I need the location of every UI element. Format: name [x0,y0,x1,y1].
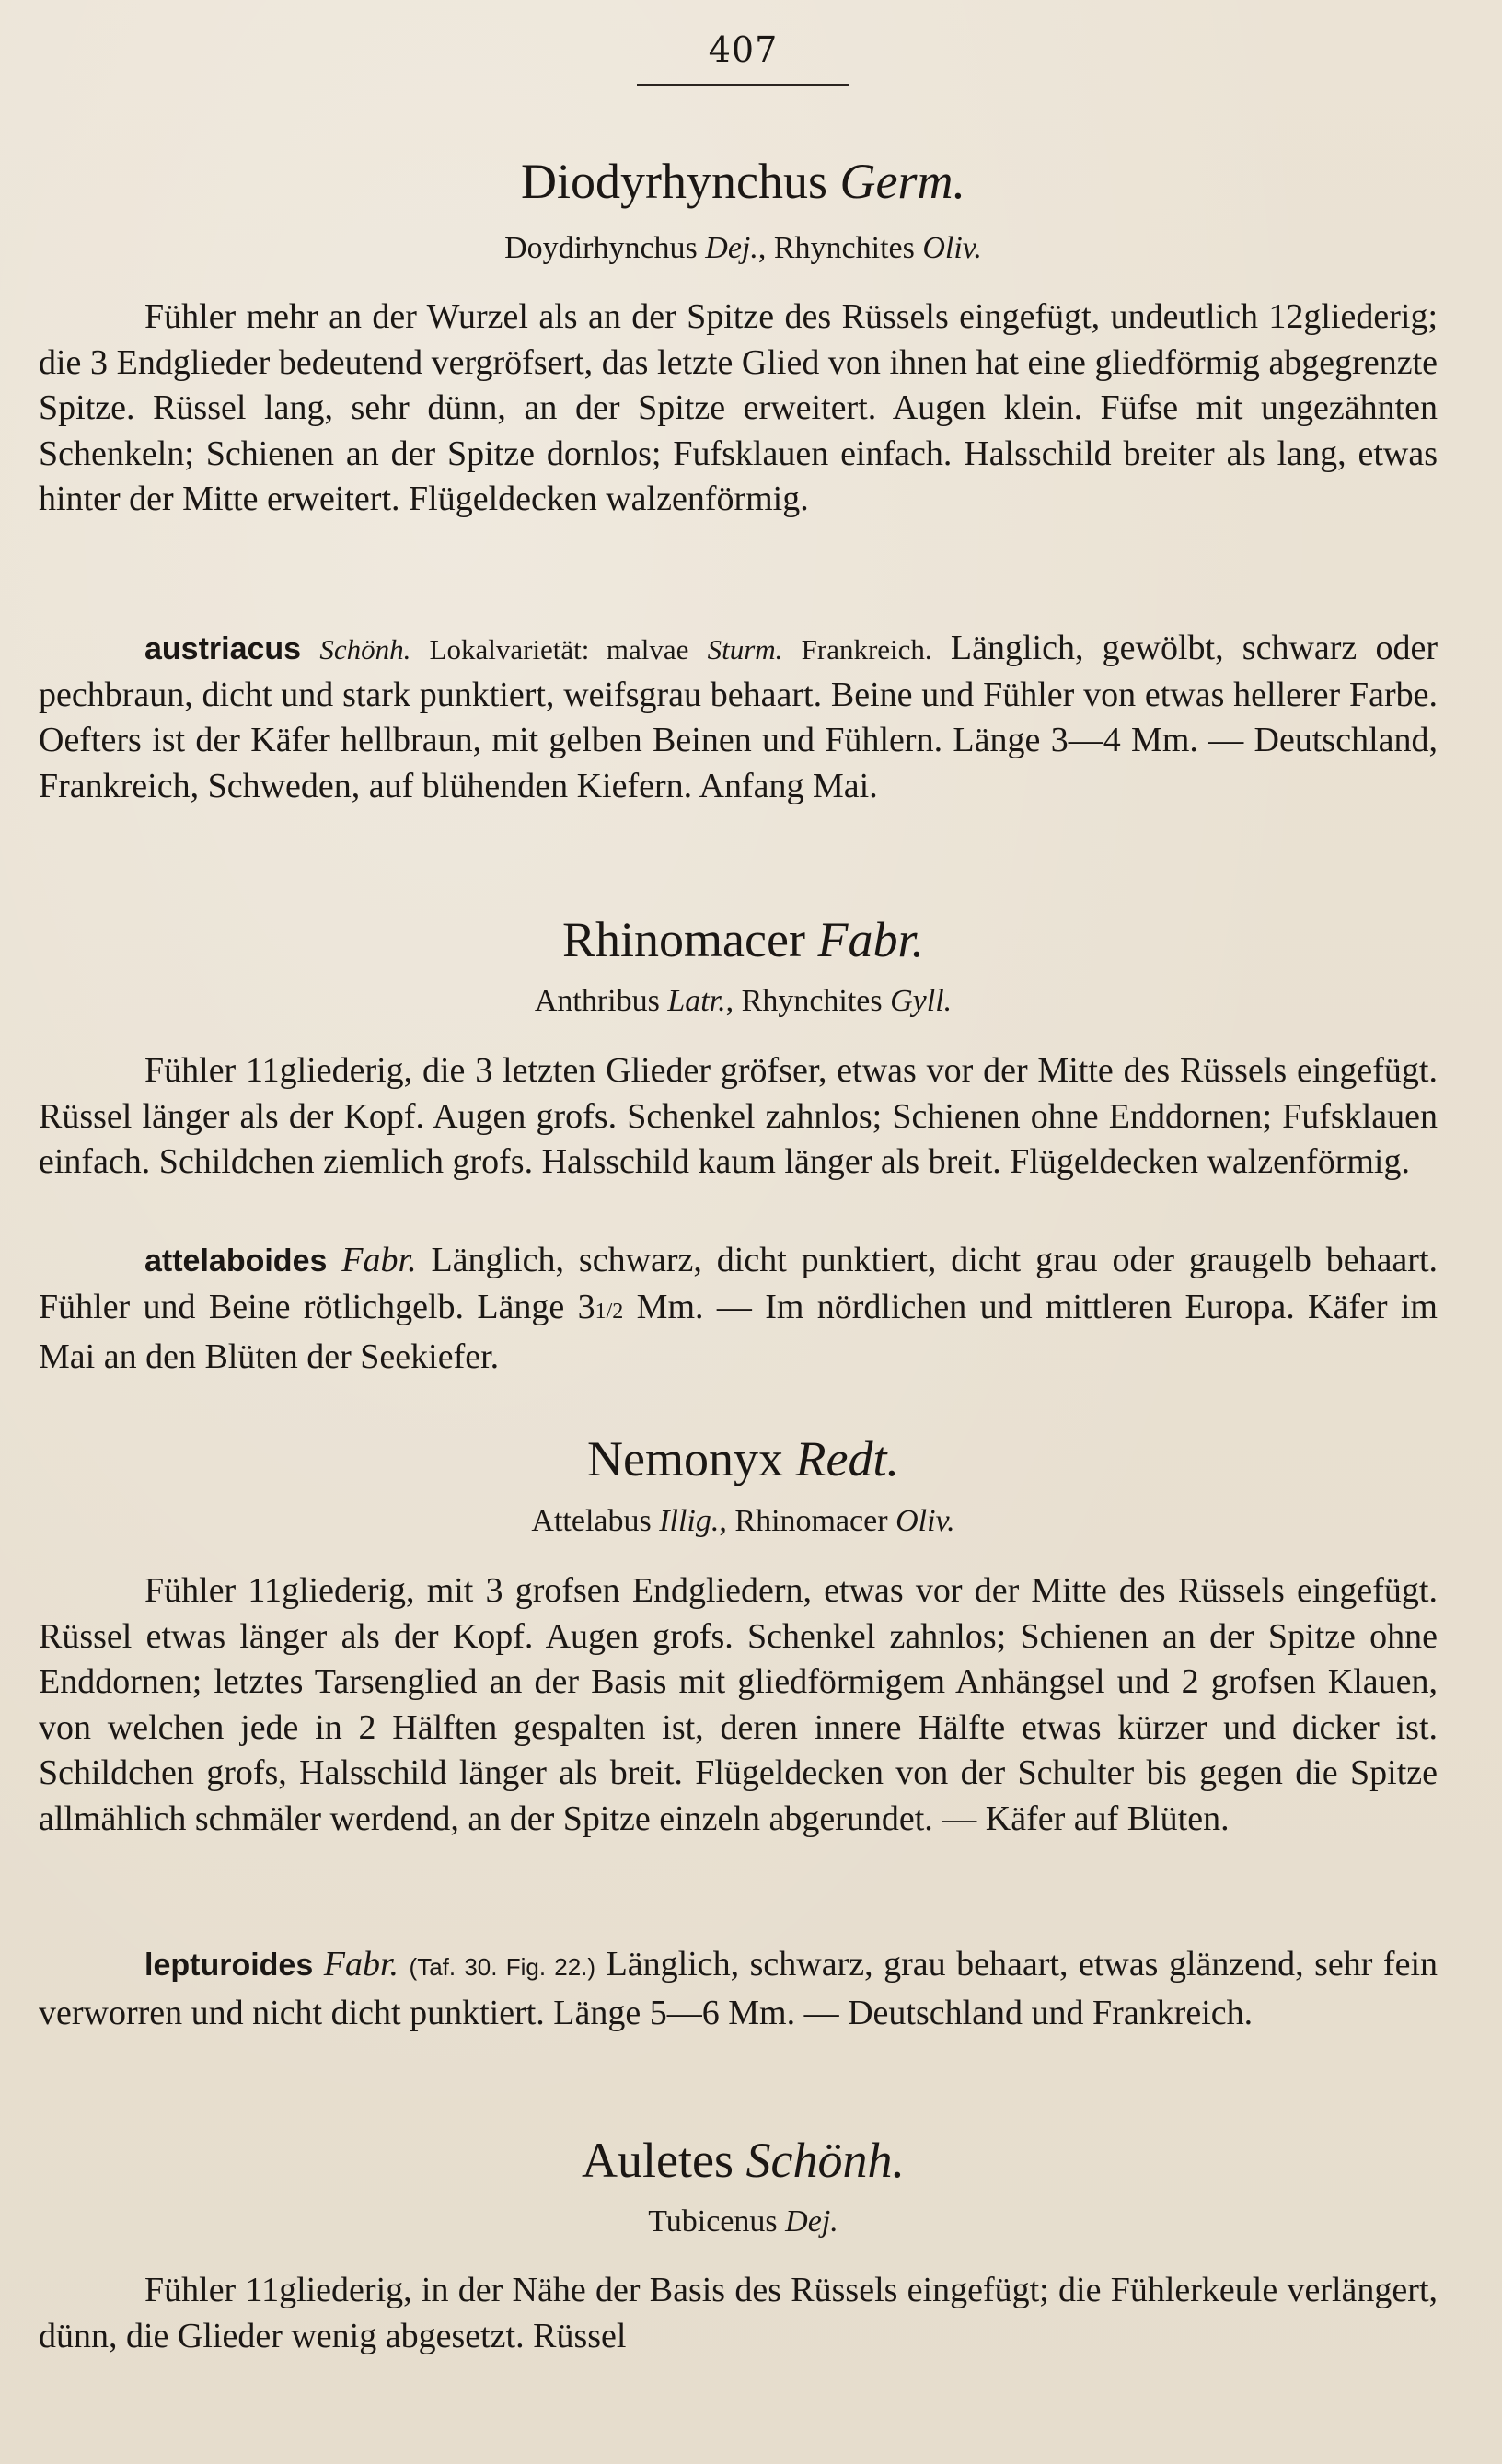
genus-synonyms: Doydirhynchus Dej., Rhynchites Oliv. [504,231,982,265]
species-name: attelaboides [144,1244,328,1278]
page-number-rule [637,84,849,86]
variety-place: Frankreich. [801,633,932,665]
figure-reference: (Taf. 30. Fig. 22.) [409,1953,596,1981]
synonym-author: Illig. [659,1504,720,1538]
synonym-author: Latr. [667,984,726,1018]
synonym-name: Rhinomacer [734,1504,888,1538]
species-block-austriacus [39,626,1438,809]
species-description: Länglich, gewölbt, schwarz oder pechbraun, dicht und stark punktiert, weifsgrau behaart. Beine und Fühler von etwas hellerer Farbe. Oefters ist der Käfer hellbraun, mit gelben Beinen und Fühlern. Länge 3—4 Mm. — Deutschland, Frankreich, Schweden, auf blühenden Kiefern. Anfang Mai. [39,629,1438,805]
genus-name: Nemonyx [587,1431,783,1486]
species-description: Länglich, schwarz, dicht punktiert, dicht grau oder graugelb behaart. Fühler und Beine rötlichgelb. Länge 3 [39,1241,1438,1326]
genus-name: Auletes [582,2133,734,2188]
genus-description-block [39,295,1438,523]
synonym-name: Tubicenus [648,2204,778,2238]
species-description: Länglich, schwarz, grau behaart, etwas glänzend, sehr fein verworren und nicht dicht punktiert. Länge 5—6 Mm. — Deutschland und Frankreich. [39,1945,1438,2032]
genus-synonyms: Attelabus Illig., Rhinomacer Oliv. [531,1504,955,1538]
genus-name: Diodyrhynchus [521,154,827,209]
synonym-name: Doydirhynchus [504,231,698,265]
species-entry [39,1238,1438,1381]
genus-title-diodyrhynchus [0,153,1486,210]
genus-author: Schönh. [745,2133,905,2188]
synonym-author: Oliv. [922,231,982,265]
synonym-name: Attelabus [531,1504,652,1538]
synonym-name: Rhynchites [773,231,915,265]
species-description-end: Mm. — Im nördlichen und mittleren Europa. Käfer im Mai an den Blüten der Seekiefer. [39,1287,1438,1376]
genus-description: Fühler 11gliederig, in der Nähe der Basis des Rüssels eingefügt; die Fühlerkeule verlängert, dünn, die Glieder wenig abgesetzt. Rüssel [39,2271,1438,2355]
genus-description: Fühler 11gliederig, mit 3 grofsen Endgliedern, etwas vor der Mitte des Rüssels eingefügt. Rüssel etwas länger als der Kopf. Augen grofs. Schenkel zahnlos; Schienen an der Spitze ohne Enddornen; letztes Tarsenglied an der Basis mit gliedförmigem Anhängsel und 2 grofsen Klauen, von welchen jede in 2 Hälften gespalten ist, deren innere Hälfte etwas kürzer und dicker ist. Schildchen grofs, Halsschild länger als breit. Flügeldecken von der Schulter bis gegen die Spitze allmählich schmäler werdend, an der Spitze einzeln abgerundet. — Käfer auf Blüten. [39,1571,1438,1838]
variety-label: Lokalvarietät: malvae [429,633,689,665]
genus-author: Germ. [839,154,965,209]
genus-description: Fühler 11gliederig, die 3 letzten Glieder gröfser, etwas vor der Mitte des Rüssels eingefügt. Rüssel länger als der Kopf. Augen grofs. Schenkel zahnlos; Schienen ohne Enddornen; Fufsklauen einfach. Schildchen ziemlich grofs. Halsschild kaum länger als breit. Flügeldecken walzenförmig. [39,1051,1438,1181]
synonym-name: Anthribus [534,984,660,1018]
genus-title-auletes [0,2132,1486,2189]
length-fraction: 1/2 [595,1299,624,1324]
species-author: Fabr. [341,1241,417,1279]
genus-title-rhinomacer [0,911,1486,968]
species-author: Fabr. [323,1945,399,1984]
species-name: lepturoides [144,1948,314,1983]
genus-description-block [39,2268,1438,2359]
genus-name: Rhinomacer [562,912,805,967]
synonym-author: Oliv. [895,1504,955,1538]
species-block-attelaboides [39,1238,1438,1381]
genus-synonyms [0,2204,1486,2240]
variety-author: Sturm. [707,633,783,665]
species-entry [39,626,1438,809]
genus-title-nemonyx [0,1430,1486,1487]
genus-synonyms: Anthribus Latr., Rhynchites Gyll. [534,984,953,1018]
genus-description-block [39,1048,1438,1186]
species-entry [39,1942,1438,2036]
genus-author: Fabr. [817,912,924,967]
synonym-author: Gyll. [890,984,953,1018]
genus-author: Redt. [795,1431,899,1486]
synonym-author: Dej. [785,2204,838,2238]
species-block-lepturoides [39,1942,1438,2036]
species-author: Schönh. [319,633,411,665]
page-number: 407 [708,29,779,70]
genus-description-block [39,1568,1438,1842]
synonym-author: Dej. [705,231,758,265]
genus-description: Fühler mehr an der Wurzel als an der Spitze des Rüssels eingefügt, undeutlich 12gliederig; die 3 Endglieder bedeutend vergröfsert, das letzte Glied von ihnen hat eine gliedförmig abgegrenzte Spitze. Rüssel lang, sehr dünn, an der Spitze erweitert. Augen klein. Füfse mit ungezähnten Schenkeln; Schienen an der Spitze dornlos; Fufsklauen einfach. Halsschild breiter als lang, etwas hinter der Mitte erweitert. Flügeldecken walzenförmig. [39,297,1438,518]
species-name: austriacus [144,631,302,666]
synonym-name: Rhynchites [741,984,883,1018]
